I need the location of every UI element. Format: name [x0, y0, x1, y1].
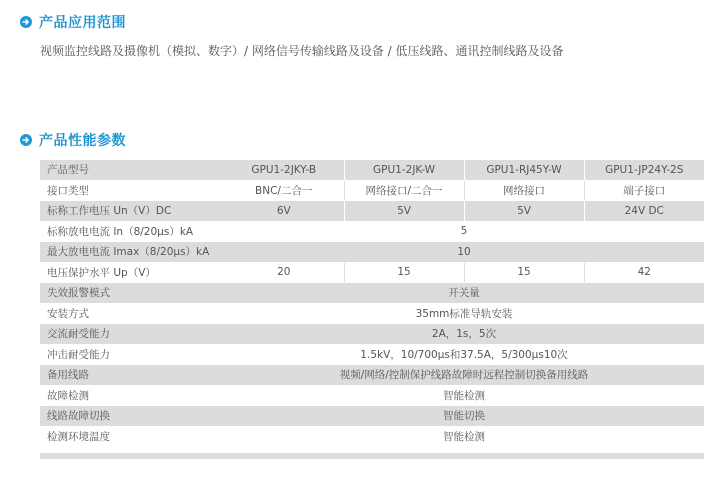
table-cell: BNC/二合一 [224, 180, 344, 201]
row-label: 产品型号 [40, 160, 224, 180]
table-cell: 5V [344, 201, 464, 222]
row-label: 安装方式 [40, 303, 224, 324]
table-cell: 网络接口/二合一 [344, 180, 464, 201]
table-row [40, 303, 704, 324]
row-label: 最大放电电流 Imax（8/20μs）kA [40, 242, 224, 263]
row-label: 失效报警模式 [40, 283, 224, 304]
application-description: 视频监控线路及摄像机（模拟、数字）/ 网络信号传输线路及设备 / 低压线路、通讯控制线路及设备 [40, 44, 564, 58]
row-label: 标称工作电压 Un（V）DC [40, 201, 224, 222]
row-label: 故障检测 [40, 385, 224, 406]
performance-section-header [20, 130, 126, 150]
table-cell: 15 [344, 262, 464, 283]
row-label: 电压保护水平 Up（V） [40, 262, 224, 283]
table-row [40, 201, 704, 222]
table-cell-merged: 35mm标准导轨安装 [224, 303, 704, 324]
spec-table [40, 160, 704, 447]
row-label: 冲击耐受能力 [40, 344, 224, 365]
table-cell: 24V DC [584, 201, 704, 222]
table-cell: 15 [464, 262, 584, 283]
arrow-right-circle-icon [20, 16, 32, 28]
table-cell: 5V [464, 201, 584, 222]
table-cell: 20 [224, 262, 344, 283]
model-name: GPU1-RJ45Y-W [464, 160, 584, 180]
row-label: 交流耐受能力 [40, 324, 224, 345]
model-name: GPU1-JP24Y-2S [584, 160, 704, 180]
performance-title: 产品性能参数 [39, 133, 126, 149]
table-cell: 端子接口 [584, 180, 704, 201]
model-name: GPU1-2JKY-B [224, 160, 344, 180]
table-cell-merged: 10 [224, 242, 704, 263]
row-label: 检测环境温度 [40, 426, 224, 447]
table-row [40, 242, 704, 263]
table-row [40, 180, 704, 201]
table-row [40, 324, 704, 345]
table-cell: 网络接口 [464, 180, 584, 201]
row-label: 线路故障切换 [40, 406, 224, 427]
table-bottom-band [40, 453, 704, 459]
table-cell-merged: 视频/网络/控制保护线路故障时远程控制切换备用线路 [224, 365, 704, 386]
table-row [40, 406, 704, 427]
row-label: 备用线路 [40, 365, 224, 386]
table-row [40, 385, 704, 406]
table-cell-merged: 智能检测 [224, 426, 704, 447]
table-cell-merged: 5 [224, 221, 704, 242]
row-label: 接口类型 [40, 180, 224, 201]
table-cell-merged: 智能切换 [224, 406, 704, 427]
table-cell-merged: 2A，1s，5次 [224, 324, 704, 345]
table-row [40, 365, 704, 386]
model-name: GPU1-2JK-W [344, 160, 464, 180]
table-row [40, 283, 704, 304]
arrow-right-circle-icon [20, 134, 32, 146]
row-label: 标称放电电流 In（8/20μs）kA [40, 221, 224, 242]
table-cell-merged: 智能检测 [224, 385, 704, 406]
table-row [40, 221, 704, 242]
table-cell-merged: 开关量 [224, 283, 704, 304]
table-header-row [40, 160, 704, 180]
table-cell: 6V [224, 201, 344, 222]
table-row [40, 344, 704, 365]
table-cell: 42 [584, 262, 704, 283]
table-row [40, 426, 704, 447]
application-title: 产品应用范围 [39, 15, 126, 31]
table-cell-merged: 1.5kV，10/700μs和37.5A，5/300μs10次 [224, 344, 704, 365]
table-row [40, 262, 704, 283]
application-section-header [20, 12, 126, 32]
